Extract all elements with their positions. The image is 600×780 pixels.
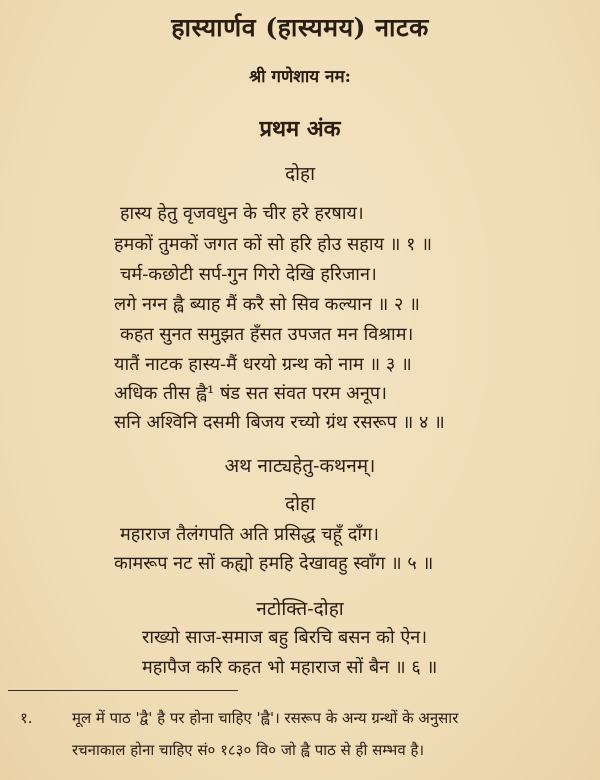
verse-line: लगे नग्न ह्वै ब्याह मैं करै सो सिव कल्यान ॥ २ ॥	[114, 294, 420, 315]
section-heading-doha-1: दोहा	[284, 163, 316, 185]
footnote-marker: १.	[20, 709, 33, 727]
section-heading-natyahetu: अथ नाट्यहेतु-कथनम्।	[224, 455, 376, 477]
verse-line: हमकों तुमकों जगत कों सो हरि होउ सहाय ॥ १ ॥	[114, 234, 433, 255]
verse-line: चर्म-कछोटी सर्प-गुन गिरो देखि हरिजान।	[120, 264, 377, 285]
section-heading-natokti-doha: नटोक्ति-दोहा	[256, 598, 344, 620]
verse-line: राख्यो साज-समाज बहु बिरचि बसन को ऐन।	[142, 627, 428, 648]
footnote-line-2: रचनाकाल होना चाहिए सं० १८३० वि० जो ह्वै पाठ से ही सम्भव है।	[72, 741, 425, 759]
page-title: हास्यार्णव (हास्यमय) नाटक	[171, 13, 429, 42]
verse-line: अधिक तीस ह्वै¹ षंड सत संवत परम अनूप।	[114, 383, 387, 404]
verse-line: यातैं नाटक हास्य-मैं धरयो ग्रन्थ को नाम ॥ ३ ॥	[114, 354, 412, 375]
footnote-divider	[8, 690, 238, 691]
verse-line: कहत सुनत समुझत हँसत उपजत मन विश्राम।	[120, 324, 414, 345]
invocation: श्री गणेशाय नम:	[249, 67, 351, 87]
verse-line: सनि अश्विनि दसमी बिजय रच्यो ग्रंथ रसरूप ॥ ४ ॥	[114, 412, 445, 433]
verse-line: हास्य हेतु वृजवधुन के चीर हरे हरषाय।	[120, 203, 364, 224]
verse-line: महापैज करि कहत भो महाराज सों बैन ॥ ६ ॥	[142, 657, 438, 678]
act-heading: प्रथम अंक	[259, 116, 341, 142]
footnote-line-1: मूल में पाठ 'द्वै' है पर होना चाहिए 'ह्वै'। रसरूप के अन्य ग्रन्थों के अनुसार	[72, 709, 459, 727]
section-heading-doha-2: दोहा	[284, 493, 316, 515]
verse-line: कामरूप नट सों कह्यो हमहि देखावहु स्वाँग ॥ ५ ॥	[114, 553, 434, 574]
verse-line: महाराज तैलंगपति अति प्रसिद्ध चहूँ दाँग।	[120, 524, 380, 545]
